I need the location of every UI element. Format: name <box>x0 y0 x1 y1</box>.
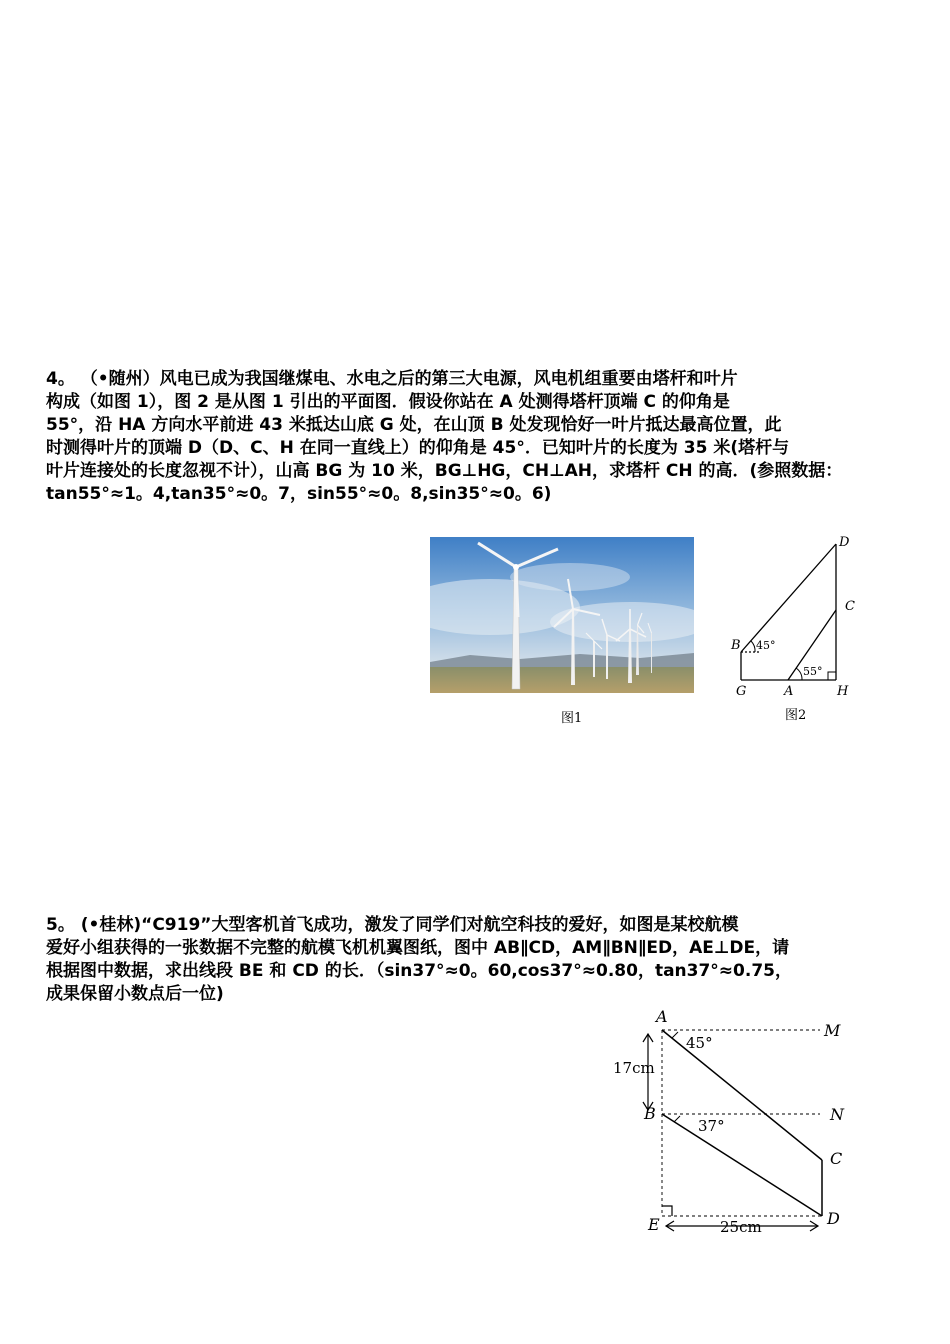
problem-5-line: 成果保留小数点后一位) <box>46 984 224 1004</box>
label-D: D <box>839 535 850 550</box>
problem-4-line: 叶片连接处的长度忽视不计），山高 BG 为 10 米，BG⊥HG，CH⊥AH，求塔杆 CH 的高．(参照数据： <box>46 461 843 481</box>
label-25cm: 25cm <box>720 1218 762 1236</box>
wind-turbine-photo <box>430 537 694 693</box>
right-angle-E <box>662 1206 672 1216</box>
label-N: N <box>830 1105 844 1124</box>
label-angle-B: 45° <box>756 639 776 652</box>
problem-5-line: 根据图中数据，求出线段 BE 和 CD 的长．（sin37°≈0。60,cos37°≈0.80，tan37°≈0.75， <box>46 961 792 981</box>
angle-arc-B <box>751 641 755 652</box>
angle-mark-A <box>672 1032 678 1038</box>
label-B: B <box>731 638 741 653</box>
label-A: A <box>784 684 794 699</box>
label-angle-A: 45° <box>686 1034 713 1052</box>
problem-4-text <box>46 368 908 506</box>
label-H: H <box>837 684 849 699</box>
label-E: E <box>648 1215 660 1234</box>
figure-2-diagram <box>724 530 864 725</box>
label-A: A <box>656 1007 668 1026</box>
figure-1-caption: 图1 <box>561 711 583 726</box>
problem-5-text <box>46 914 908 1006</box>
problem-5-line: 5。 (•桂林)“C919”大型客机首飞成功，激发了同学们对航空科技的爱好，如图是某校航模 <box>46 915 739 935</box>
angle-mark-B <box>674 1116 680 1122</box>
problem-5-line: 爱好小组获得的一张数据不完整的航模飞机机翼图纸，图中 AB∥CD，AM∥BN∥ED，AE⊥DE，请 <box>46 938 790 958</box>
problem-4-line: 时测得叶片的顶端 D（D、C、H 在同一直线上）的仰角是 45°．已知叶片的长度为 35 米(塔杆与 <box>46 438 790 458</box>
label-17cm: 17cm <box>613 1059 655 1077</box>
problem-4-line: 55°，沿 HA 方向水平前进 43 米抵达山底 G 处，在山顶 B 处发现恰好一叶片抵达最高位置，此 <box>46 415 782 435</box>
line-BD <box>662 1114 822 1216</box>
label-G: G <box>736 684 747 699</box>
label-M: M <box>824 1021 841 1040</box>
problem-4-line: 4。 （•随州）风电已成为我国继煤电、水电之后的第三大电源，风电机组重要由塔杆和叶片 <box>46 369 738 389</box>
right-angle-H <box>828 672 836 680</box>
label-B: B <box>644 1104 656 1123</box>
angle-arc-A <box>796 668 802 680</box>
label-C: C <box>830 1149 843 1168</box>
problem-4-line: 构成（如图 1），图 2 是从图 1 引出的平面图．假设你站在 A 处测得塔杆顶端 C 的仰角是 <box>46 392 730 412</box>
label-C: C <box>845 599 855 614</box>
figure-2-caption: 图2 <box>785 708 807 723</box>
wing-diagram <box>600 1000 860 1240</box>
label-angle-A: 55° <box>803 665 823 678</box>
problem-4-line: tan55°≈1。4,tan35°≈0。7，sin55°≈0。8,sin35°≈0。6) <box>46 484 552 504</box>
label-D: D <box>827 1209 840 1228</box>
line-BD <box>741 544 836 652</box>
label-angle-B: 37° <box>698 1117 725 1135</box>
